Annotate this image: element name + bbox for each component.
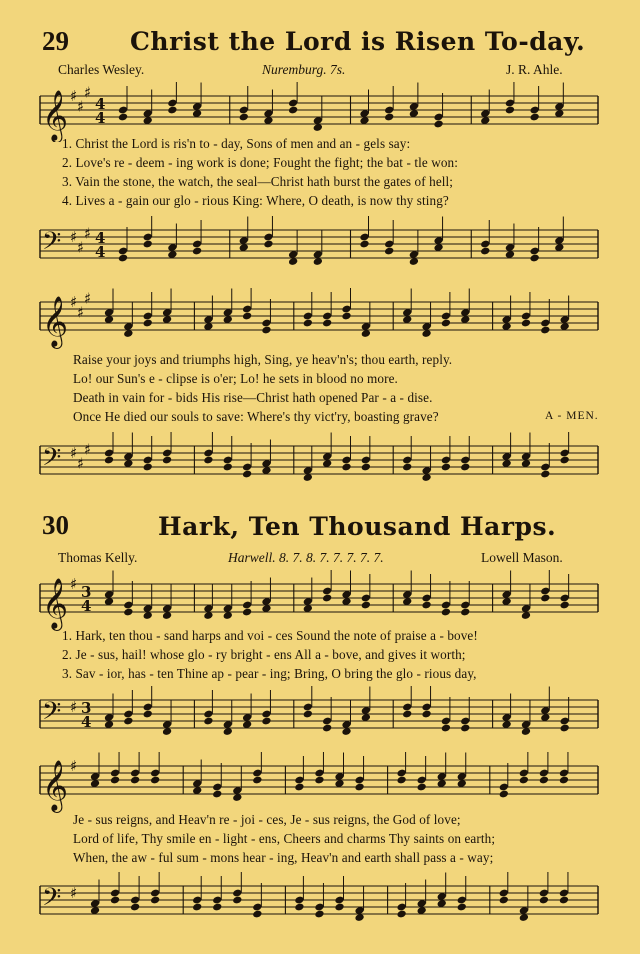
lyric-line: 4. Lives a - gain our glo - rious King: Where, O death, is now thy sting? — [62, 193, 449, 208]
sharp-icon: ♯ — [70, 228, 78, 246]
sharp-icon: ♯ — [70, 884, 78, 902]
lyric-line: 2. Je - sus, hail! whose glo - ry bright - ens All a - bove, and gives it worth; — [62, 647, 466, 662]
hymn-29-title: Christ the Lord is Risen To-day. — [130, 27, 586, 56]
note-head — [104, 456, 114, 465]
treble-clef-icon: 𝄞 — [42, 760, 69, 811]
note-head — [162, 456, 172, 465]
note-head — [212, 790, 222, 799]
sharp-icon: ♯ — [70, 444, 78, 462]
time-signature-top: 3 — [81, 699, 92, 717]
hymn-30-title: Hark, Ten Thousand Harps. — [158, 512, 557, 541]
note-head — [384, 113, 394, 122]
note-head — [341, 463, 351, 472]
lyric-line: Once He died our souls to save: Where's thy vict'ry, boasting grave? — [73, 409, 439, 424]
time-signature-top: 4 — [95, 229, 106, 247]
sharp-icon: ♯ — [77, 238, 85, 257]
sharp-icon: ♯ — [70, 293, 78, 311]
note-head — [559, 896, 569, 905]
sharp-icon: ♯ — [70, 87, 78, 105]
note-head — [118, 254, 128, 263]
note-head — [529, 113, 539, 122]
note-head — [203, 456, 213, 465]
note-head — [242, 312, 252, 321]
note-head — [252, 910, 262, 919]
sharp-icon: ♯ — [77, 303, 85, 322]
note-head — [130, 776, 140, 785]
note-head — [521, 319, 531, 328]
hymn-30-number: 30 — [42, 510, 69, 540]
note-head — [540, 594, 550, 603]
note-head — [499, 790, 509, 799]
time-signature-top: 4 — [95, 95, 106, 113]
bass-clef-icon: 𝄢 — [42, 697, 62, 732]
lyric-line: 2. Love's re - deem - ing work is done; Fought the fight; the bat - tle won: — [62, 155, 458, 170]
note-head — [396, 776, 406, 785]
note-head — [433, 120, 443, 129]
note-head — [212, 903, 222, 912]
time-signature-bottom: 4 — [81, 713, 92, 731]
note-head — [460, 463, 470, 472]
note-head — [441, 319, 451, 328]
note-head — [303, 710, 313, 719]
note-head — [322, 724, 332, 733]
sharp-icon: ♯ — [70, 575, 78, 593]
note-head — [334, 903, 344, 912]
note-head — [314, 776, 324, 785]
note-head — [294, 783, 304, 792]
note-head — [359, 240, 369, 249]
note-head — [341, 312, 351, 321]
note-head — [441, 724, 451, 733]
lyric-line: 3. Sav - ior, has - ten Thine ap - pear - ing; Bring, O bring the glo - rious day, — [62, 666, 477, 681]
note-head — [460, 724, 470, 733]
sharp-icon: ♯ — [77, 454, 85, 473]
lyric-line: Lo! our Sun's e - clipse is o'er; Lo! he sets in blood no more. — [73, 371, 398, 386]
note-head — [252, 776, 262, 785]
treble-clef-icon: 𝄞 — [42, 578, 69, 629]
note-head — [396, 910, 406, 919]
note-head — [361, 601, 371, 610]
note-head — [192, 903, 202, 912]
hymn-29-system-1-bass — [0, 216, 640, 280]
hymn-30-tune: Harwell. 8. 7. 8. 7. 7. 7. 7. 7. — [228, 550, 384, 565]
sharp-icon: ♯ — [70, 698, 78, 716]
hymn-29-author: Charles Wesley. — [58, 62, 145, 77]
note-head — [499, 896, 509, 905]
note-head — [242, 608, 252, 617]
bass-clef-icon: 𝄢 — [42, 443, 62, 478]
note-head — [239, 113, 249, 122]
note-head — [421, 601, 431, 610]
note-head — [130, 903, 140, 912]
note-head — [559, 776, 569, 785]
sharp-icon: ♯ — [70, 757, 78, 775]
note-head — [361, 463, 371, 472]
time-signature-bottom: 4 — [95, 109, 106, 127]
hymn-30-system-1-bass — [0, 686, 640, 750]
note-head — [232, 896, 242, 905]
lyric-line: 3. Vain the stone, the watch, the seal—Christ hath burst the gates of hell; — [62, 174, 454, 189]
note-head — [143, 463, 153, 472]
hymn-29-number: 29 — [42, 26, 69, 56]
treble-clef-icon: 𝄞 — [42, 90, 69, 141]
bass-clef-icon: 𝄢 — [42, 883, 62, 918]
time-signature-top: 3 — [81, 583, 92, 601]
note-head — [192, 247, 202, 256]
note-head — [322, 319, 332, 328]
note-head — [261, 717, 271, 726]
lyric-line: Death in vain for - bids His rise—Christ hath opened Par - a - dise. — [73, 390, 433, 405]
note-head — [223, 463, 233, 472]
note-head — [529, 254, 539, 263]
note-head — [441, 463, 451, 472]
note-head — [167, 106, 177, 115]
note-head — [480, 247, 490, 256]
note-head — [143, 710, 153, 719]
lyric-line: 1. Hark, ten thou - sand harps and voi - ces Sound the note of praise a - bove! — [62, 628, 478, 643]
note-head — [539, 776, 549, 785]
hymn-29-composer: J. R. Ahle. — [506, 62, 563, 77]
hymn-29-system-1-treble — [0, 82, 640, 142]
bass-clef-icon: 𝄢 — [42, 227, 62, 262]
sharp-icon: ♯ — [84, 289, 92, 308]
note-head — [261, 326, 271, 335]
note-head — [110, 896, 120, 905]
note-head — [314, 910, 324, 919]
note-head — [263, 240, 273, 249]
note-head — [417, 783, 427, 792]
note-head — [519, 776, 529, 785]
hymn-30-composer: Lowell Mason. — [481, 550, 563, 565]
note-head — [294, 903, 304, 912]
note-head — [460, 608, 470, 617]
note-head — [150, 776, 160, 785]
note-head — [322, 594, 332, 603]
hymn-29-system-2-treble — [0, 288, 640, 350]
treble-clef-icon: 𝄞 — [42, 296, 69, 347]
note-head — [402, 710, 412, 719]
note-head — [540, 326, 550, 335]
note-head — [354, 783, 364, 792]
note-head — [110, 776, 120, 785]
lyric-line: When, the aw - ful sum - mons hear - ing, Heav'n and earth shall pass a - way; — [73, 850, 494, 865]
lyric-line: 1. Christ the Lord is ris'n to - day, Sons of men and an - gels say: — [62, 136, 411, 151]
sharp-icon: ♯ — [84, 224, 92, 243]
lyric-line: Lord of life, Thy smile en - light - ens, Cheers and charms Thy saints on earth; — [73, 831, 496, 846]
note-head — [457, 903, 467, 912]
note-head — [560, 724, 570, 733]
note-head — [560, 456, 570, 465]
note-head — [441, 608, 451, 617]
note-head — [384, 247, 394, 256]
amen-label: A - MEN. — [545, 410, 599, 422]
sharp-icon: ♯ — [84, 83, 92, 102]
note-head — [288, 106, 298, 115]
note-head — [303, 319, 313, 328]
note-head — [402, 463, 412, 472]
hymn-29-system-2-bass — [0, 432, 640, 496]
hymn-30-author: Thomas Kelly. — [58, 550, 138, 565]
note-head — [242, 470, 252, 479]
sharp-icon: ♯ — [77, 97, 85, 116]
note-head — [505, 106, 515, 115]
note-head — [421, 710, 431, 719]
note-head — [123, 608, 133, 617]
time-signature-bottom: 4 — [81, 597, 92, 615]
note-head — [143, 319, 153, 328]
hymn-29-tune: Nuremburg. 7s. — [262, 62, 346, 77]
note-head — [203, 717, 213, 726]
note-head — [539, 896, 549, 905]
note-head — [150, 896, 160, 905]
note-head — [123, 717, 133, 726]
time-signature-bottom: 4 — [95, 243, 106, 261]
note-head — [118, 113, 128, 122]
hymn-30-system-2-bass — [0, 872, 640, 936]
lyric-line: Raise your joys and triumphs high, Sing, ye heav'n's; thou earth, reply. — [73, 352, 453, 367]
note-head — [540, 470, 550, 479]
sharp-icon: ♯ — [84, 440, 92, 459]
hymn-30-system-1-treble — [0, 570, 640, 632]
note-head — [143, 240, 153, 249]
hymn-30-system-2-treble — [0, 752, 640, 814]
note-head — [560, 601, 570, 610]
lyric-line: Je - sus reigns, and Heav'n re - joi - ces, Je - sus reigns, the God of love; — [73, 812, 461, 827]
